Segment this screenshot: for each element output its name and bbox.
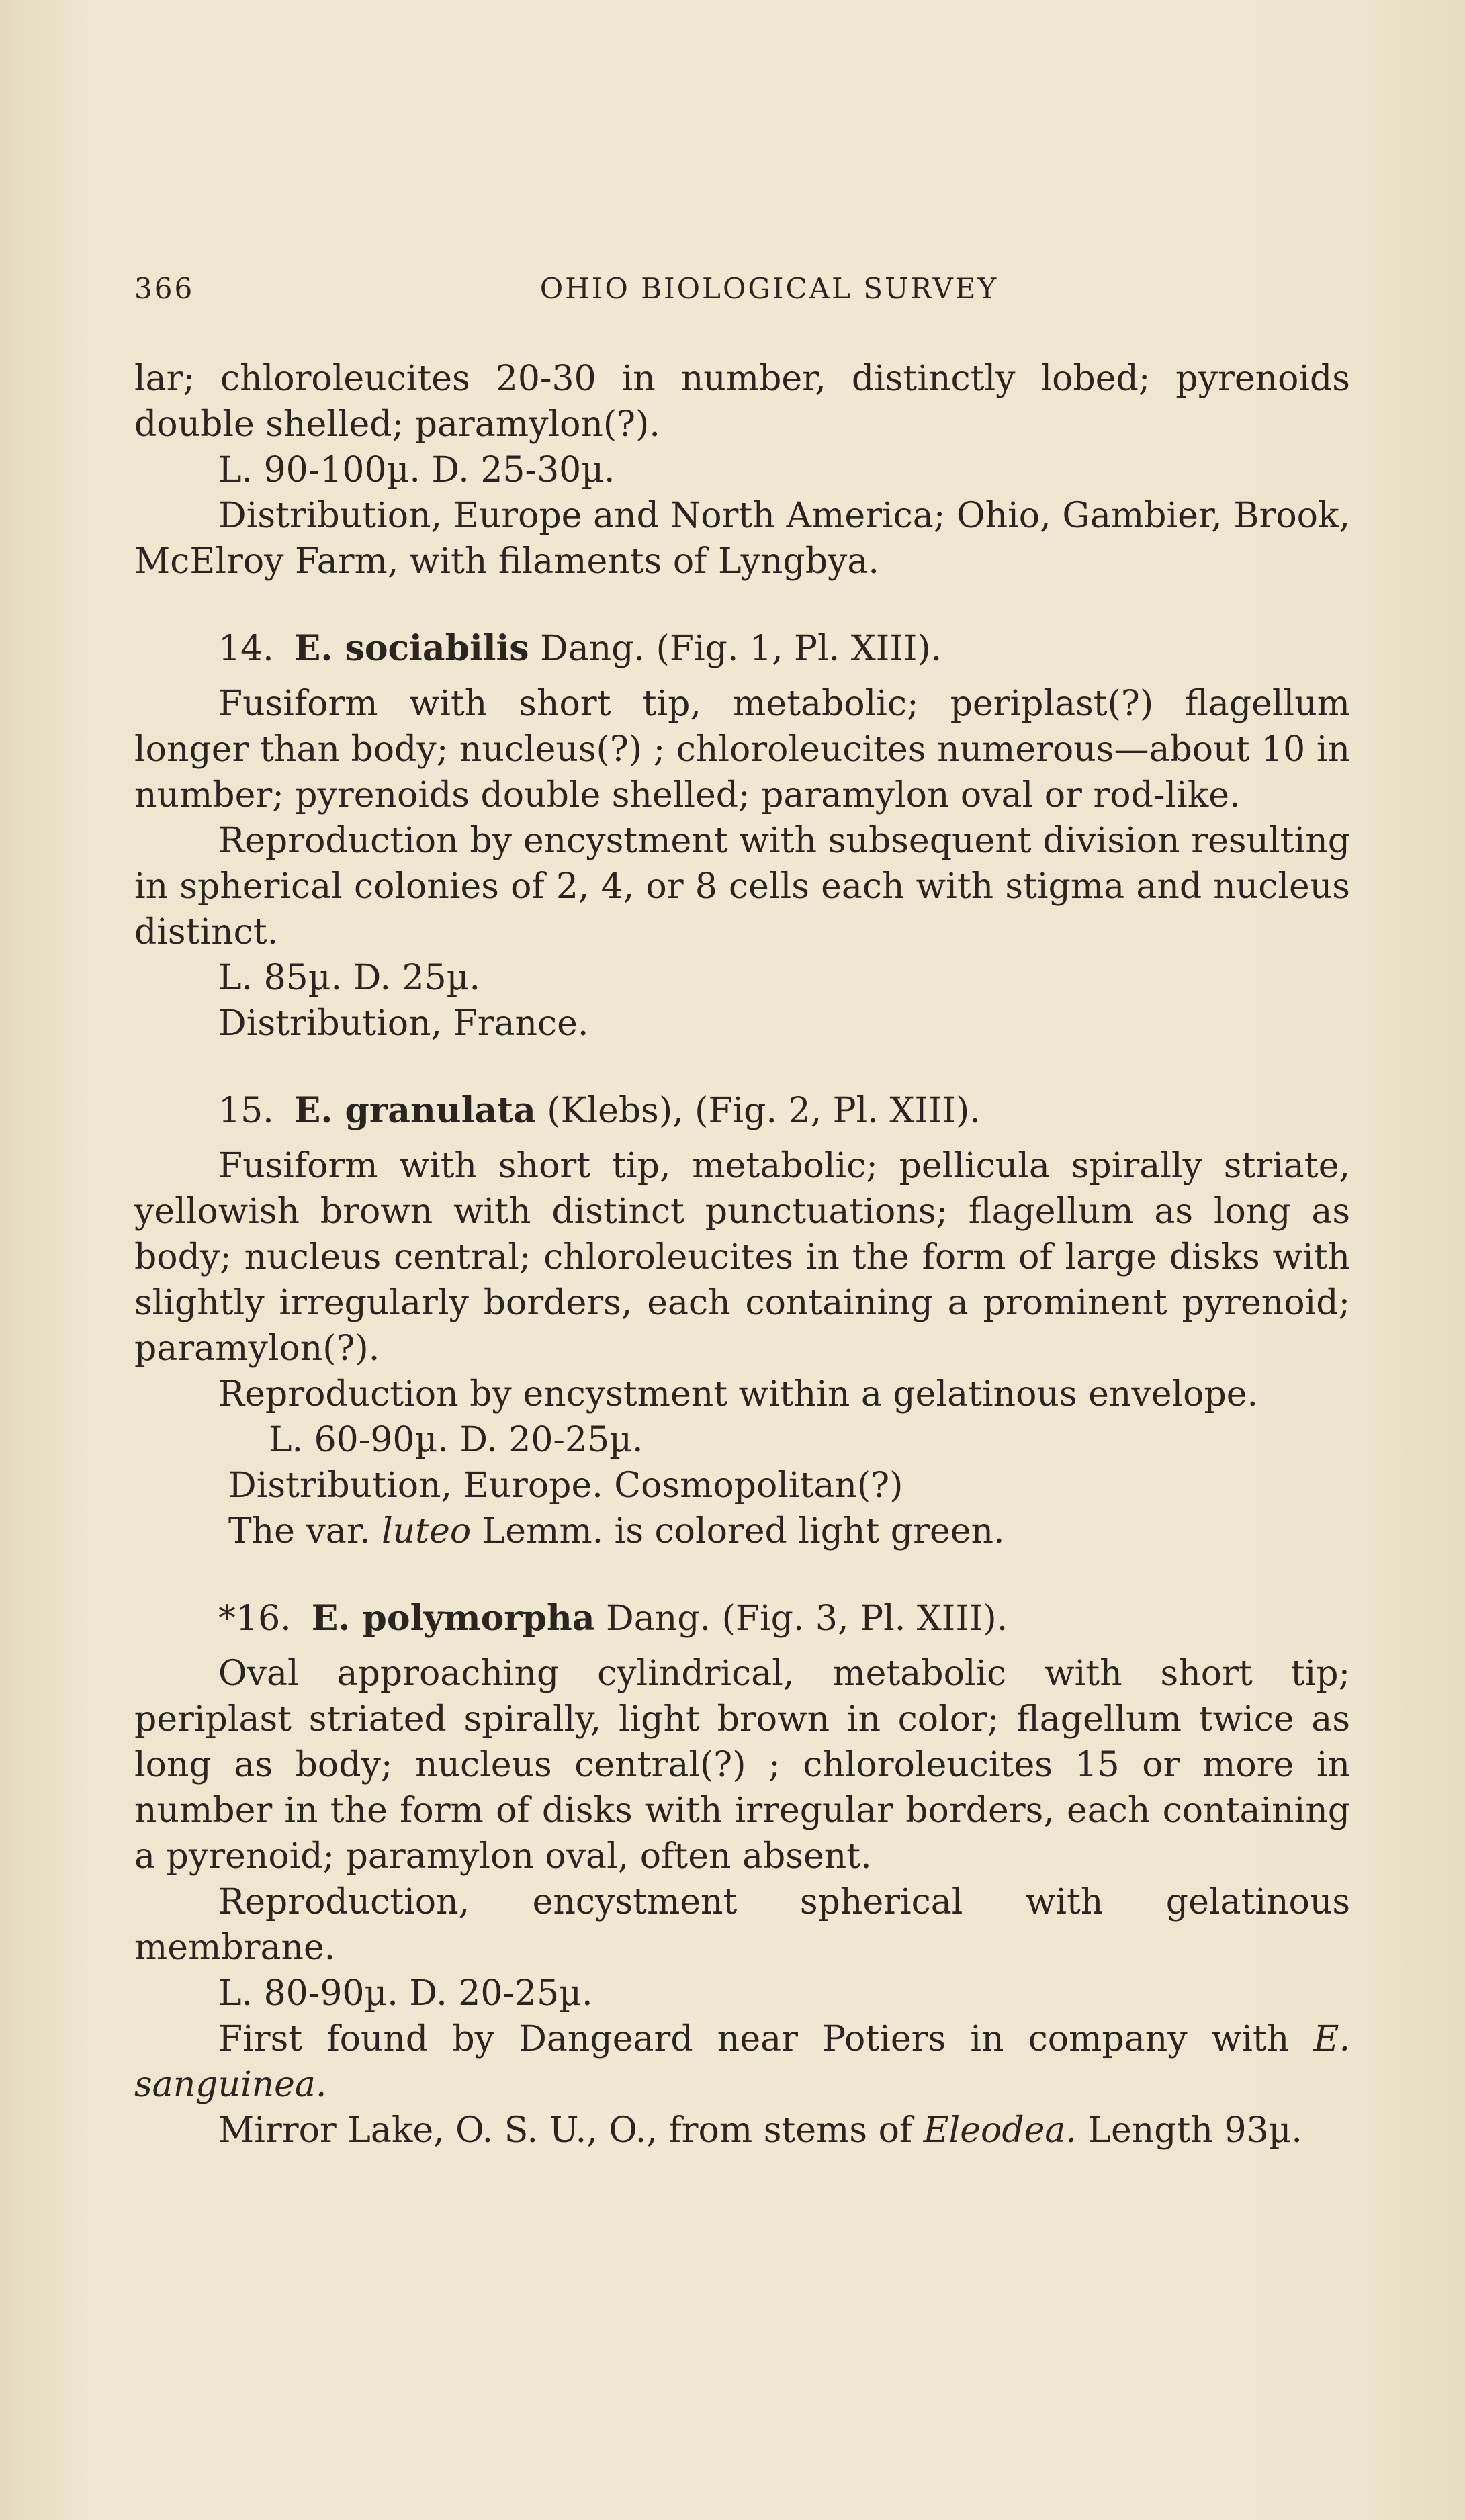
reproduction-line: Reproduction by encystment within a gelatinous envelope. xyxy=(218,1374,1259,1414)
variety-note xyxy=(134,1509,1350,1554)
locality-note xyxy=(134,2108,1350,2153)
species-number: *16. xyxy=(218,1599,292,1639)
measurement-line: L. 90-100µ. D. 25-30µ. xyxy=(218,450,615,490)
variety-name: luteo xyxy=(382,1511,472,1551)
distribution-line: Distribution, Europe and North America; Ohio, Gambier, Brook, McElroy Farm, with filaments of Lyngbya. xyxy=(134,496,1350,582)
species-description: Fusiform with short tip, metabolic; pellicula spirally striate, yellowish brown with distinct punctuations; flagellum as long as body; nucleus central; chloroleucites in the form of large disks with slightly irregularly borders, each containing a prominent pyrenoid; paramylon(?). xyxy=(134,1146,1350,1369)
species-description: Oval approaching cylindrical, metabolic with short tip; periplast striated spirally, light brown in color; flagellum twice as long as body; nucleus central(?) ; chloroleucites 15 or more in number in the form of disks with irregular borders, each containing a pyrenoid; paramylon oval, often absent. xyxy=(134,1654,1350,1877)
distribution-line: Distribution, Europe. Cosmopolitan(?) xyxy=(228,1466,903,1506)
running-header xyxy=(134,272,1350,312)
species-citation: Dang. (Fig. 3, Pl. XIII). xyxy=(594,1599,1008,1639)
variety-note-text: The var. xyxy=(228,1511,382,1551)
page-body xyxy=(134,356,1350,2153)
companion-species: E. sanguinea. xyxy=(134,2019,1350,2105)
locality-text: Mirror Lake, O. S. U., O., from stems of xyxy=(218,2110,924,2151)
measurement-line: L. 60-90µ. D. 20-25µ. xyxy=(269,1420,643,1460)
species-description: Fusiform with short tip, metabolic; periplast(?) flagellum longer than body; nucleus(?) ; chloroleucites numerous—about 10 in number; pyrenoids double shelled; paramylon oval or rod-like. xyxy=(134,684,1350,815)
length-text: Length 93µ. xyxy=(1076,2110,1302,2151)
host-plant: Eleodea. xyxy=(923,2110,1077,2151)
variety-note-rest: Lemm. is colored light green. xyxy=(471,1511,1005,1551)
species-name: E. granulata xyxy=(294,1090,536,1131)
species-heading-15 xyxy=(134,1088,1350,1134)
species-name: E. sociabilis xyxy=(294,628,529,669)
reproduction-line: Reproduction by encystment with subsequent division resulting in spherical colonies of 2, 4, or 8 cells each with stigma and nucleus distinct. xyxy=(134,821,1350,952)
continued-paragraph: lar; chloroleucites 20-30 in number, distinctly lobed; pyrenoids double shelled; paramylon(?). xyxy=(134,359,1350,445)
measurement-line: L. 80-90µ. D. 20-25µ. xyxy=(218,1973,593,2014)
page-number: 366 xyxy=(134,272,195,305)
species-name: E. polymorpha xyxy=(311,1598,595,1639)
running-title: OHIO BIOLOGICAL SURVEY xyxy=(539,272,999,305)
distribution-line: Distribution, France. xyxy=(218,1003,589,1044)
species-heading-14 xyxy=(134,626,1350,672)
species-citation: (Klebs), (Fig. 2, Pl. XIII). xyxy=(535,1091,981,1131)
first-found-text: First found by Dangeard near Potiers in company with xyxy=(218,2019,1314,2059)
first-found-note xyxy=(134,2016,1350,2108)
species-heading-16 xyxy=(134,1596,1350,1641)
measurement-line: L. 85µ. D. 25µ. xyxy=(218,958,480,998)
species-citation: Dang. (Fig. 1, Pl. XIII). xyxy=(529,629,942,669)
species-number: 15. xyxy=(218,1091,274,1131)
species-number: 14. xyxy=(218,629,274,669)
reproduction-line: Reproduction, encystment spherical with gelatinous membrane. xyxy=(134,1882,1350,1968)
